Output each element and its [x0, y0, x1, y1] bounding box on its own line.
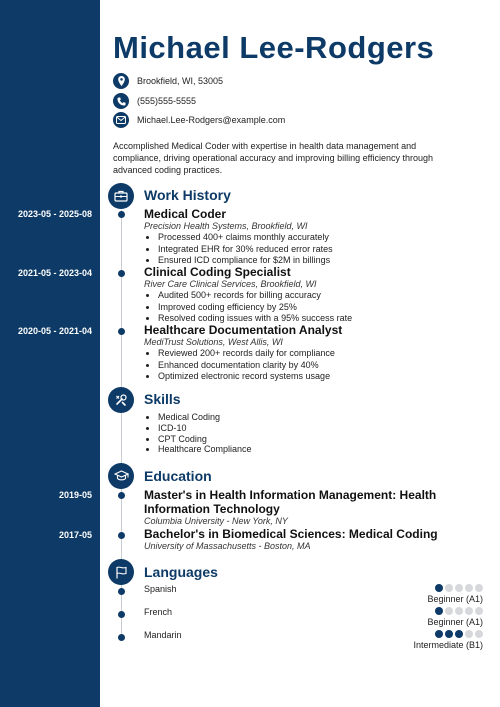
- rating-dot-empty: [465, 584, 473, 592]
- language-name: Spanish: [144, 584, 177, 594]
- candidate-name: Michael Lee-Rodgers: [113, 30, 435, 65]
- section-title-education: Education: [144, 468, 212, 484]
- job-bullet: • Enhanced documentation clarity by 40%: [158, 360, 484, 372]
- school-name: Columbia University - New York, NY: [144, 516, 288, 526]
- skills-list: [144, 412, 484, 455]
- rating-dot-empty: [445, 607, 453, 615]
- contact-email: [113, 112, 285, 128]
- timeline-dot: [118, 611, 125, 618]
- briefcase-icon: [108, 183, 134, 209]
- degree-title: Master's in Health Information Management: Health Information Technology: [144, 488, 437, 516]
- rating-dot-empty: [475, 630, 483, 638]
- language-level: Beginner (A1): [427, 617, 483, 627]
- job-bullet: • Reviewed 200+ records daily for compliance: [158, 348, 484, 360]
- skill-item: • ICD-10: [158, 423, 484, 434]
- job-bullets: [144, 232, 484, 267]
- rating-dots: [427, 607, 483, 615]
- job-bullet: • Audited 500+ records for billing accuracy: [158, 290, 484, 302]
- rating-dot-empty: [465, 630, 473, 638]
- job-dates: 2021-05 - 2023-04: [17, 268, 92, 278]
- job-company: River Care Clinical Services, Brookfield, WI: [144, 279, 317, 289]
- envelope-icon: [113, 112, 129, 128]
- school-name: University of Massachusetts - Boston, MA: [144, 541, 311, 551]
- rating-dot-empty: [475, 584, 483, 592]
- job-company: Precision Health Systems, Brookfield, WI: [144, 221, 308, 231]
- section-title-skills: Skills: [144, 391, 181, 407]
- job-bullet: • Integrated EHR for 30% reduced error rates: [158, 244, 484, 256]
- rating-dot-filled: [455, 630, 463, 638]
- job-entry: [144, 265, 484, 325]
- degree-title: Bachelor's in Biomedical Sciences: Medical Coding: [144, 527, 438, 541]
- language-level: Beginner (A1): [427, 594, 483, 604]
- job-dates: 2023-05 - 2025-08: [17, 209, 92, 219]
- skills-bullets: [144, 412, 484, 455]
- rating-dot-empty: [455, 584, 463, 592]
- job-title: Medical Coder: [144, 207, 227, 221]
- contact-phone: [113, 93, 196, 109]
- education-date: 2019-05: [58, 490, 92, 500]
- language-name: French: [144, 607, 173, 617]
- rating-dot-empty: [475, 607, 483, 615]
- skill-item: • Medical Coding: [158, 412, 484, 423]
- section-title-work-history: Work History: [144, 187, 231, 203]
- language-rating: [427, 584, 483, 604]
- job-title: Clinical Coding Specialist: [144, 265, 291, 279]
- job-bullet: • Ensured ICD compliance for $2M in billings: [158, 255, 484, 267]
- skill-item: • CPT Coding: [158, 434, 484, 445]
- rating-dots: [427, 584, 483, 592]
- sidebar: [0, 0, 100, 707]
- job-bullets: [144, 290, 484, 325]
- flag-icon: [108, 559, 134, 585]
- rating-dot-filled: [435, 584, 443, 592]
- job-company: MediTrust Solutions, West Allis, WI: [144, 337, 283, 347]
- job-bullet: • Processed 400+ claims monthly accurately: [158, 232, 484, 244]
- location-pin-icon: [113, 73, 129, 89]
- job-bullets: [144, 348, 484, 383]
- rating-dot-filled: [435, 607, 443, 615]
- timeline-dot: [118, 328, 125, 335]
- rating-dot-filled: [445, 630, 453, 638]
- job-entry: [144, 207, 484, 267]
- timeline-dot: [118, 532, 125, 539]
- education-date: 2017-05: [58, 530, 92, 540]
- education-entry: [144, 488, 484, 527]
- address-text: Brookfield, WI, 53005: [137, 76, 224, 86]
- job-bullet: • Resolved coding issues with a 95% success rate: [158, 313, 484, 325]
- education-entry: [144, 527, 484, 552]
- professional-summary: Accomplished Medical Coder with expertise in health data management and compliance, driving operational accuracy and improving billing efficiency through advanced coding practices.: [113, 141, 434, 175]
- rating-dot-empty: [445, 584, 453, 592]
- job-bullet: • Improved coding efficiency by 25%: [158, 302, 484, 314]
- timeline-dot: [118, 492, 125, 499]
- language-level: Intermediate (B1): [413, 640, 483, 650]
- graduation-cap-icon: [108, 463, 134, 489]
- phone-text: (555)555-5555: [137, 96, 197, 106]
- language-rating: [413, 630, 483, 650]
- job-bullet: • Optimized electronic record systems usage: [158, 371, 484, 383]
- rating-dots: [413, 630, 483, 638]
- email-link[interactable]: Michael.Lee-Rodgers@example.com: [137, 115, 286, 125]
- timeline-dot: [118, 588, 125, 595]
- section-title-languages: Languages: [144, 564, 218, 580]
- language-name: Mandarin: [144, 630, 182, 640]
- job-title: Healthcare Documentation Analyst: [144, 323, 343, 337]
- rating-dot-filled: [435, 630, 443, 638]
- timeline-dot: [118, 211, 125, 218]
- timeline-dot: [118, 270, 125, 277]
- job-entry: [144, 323, 484, 383]
- rating-dot-empty: [465, 607, 473, 615]
- rating-dot-empty: [455, 607, 463, 615]
- skill-item: • Healthcare Compliance: [158, 444, 484, 455]
- contact-address: [113, 73, 223, 89]
- tools-icon: [108, 387, 134, 413]
- timeline-dot: [118, 634, 125, 641]
- job-dates: 2020-05 - 2021-04: [17, 326, 92, 336]
- phone-icon: [113, 93, 129, 109]
- language-rating: [427, 607, 483, 627]
